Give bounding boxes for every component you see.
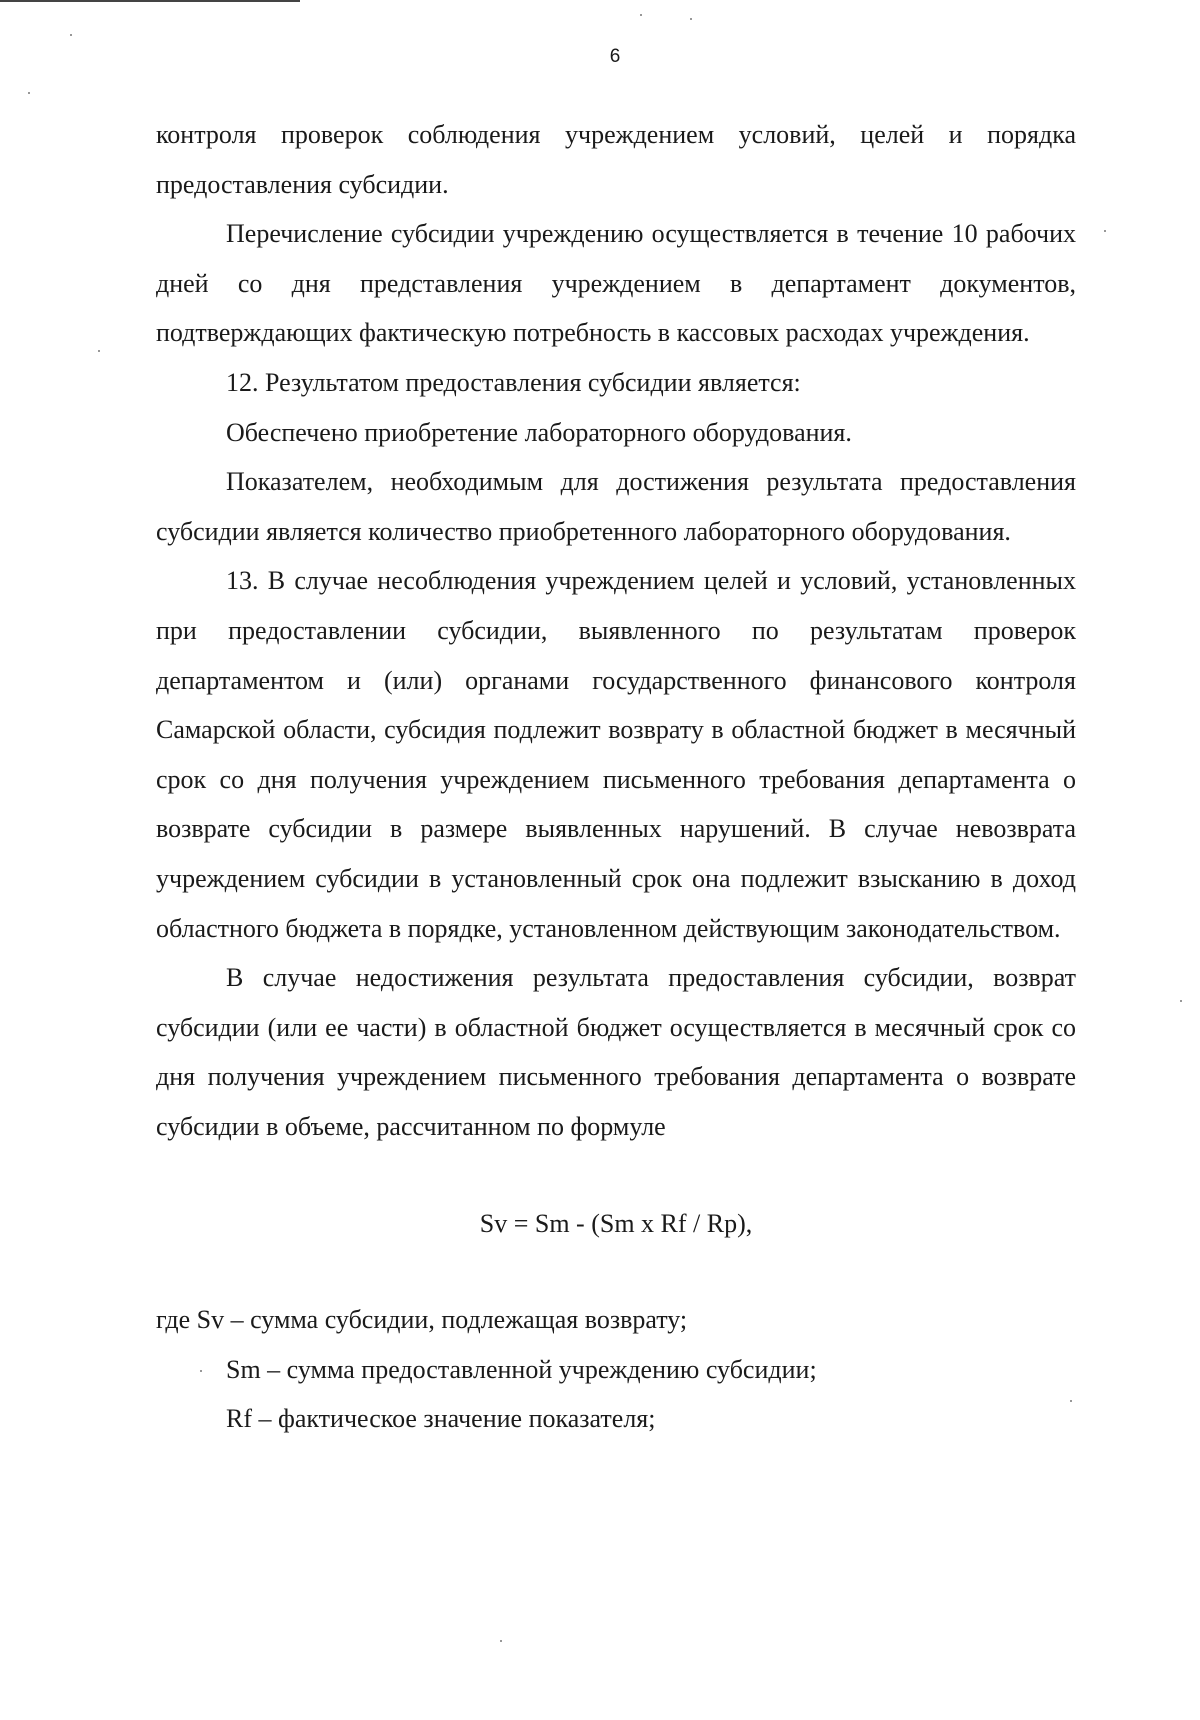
scan-speck: [98, 350, 100, 352]
definition-sv: где Sv – сумма субсидии, подлежащая возврату;: [156, 1305, 688, 1335]
paragraph-12-indicator: Показателем, необходимым для достижения результата предоставления субсидии является количество приобретенного лабораторного оборудования.: [156, 467, 1076, 546]
scan-speck: [500, 1640, 502, 1642]
top-edge-rule: [0, 0, 300, 2]
scan-speck: [1104, 230, 1106, 232]
paragraph-12-heading: 12. Результатом предоставления субсидии является:: [226, 367, 801, 397]
scan-speck: [28, 92, 30, 94]
paragraph-refund-formula-intro: В случае недостижения результата предоставления субсидии, возврат субсидии (или ее части) в областной бюджет осуществляется в месячный срок со дня получения учреждением письменного требования департамента о возврате субсидии в объеме, рассчитанном по формуле: [156, 963, 1076, 1141]
scan-speck: [1070, 1400, 1072, 1402]
scan-speck: [70, 34, 72, 36]
paragraph-12-result: Обеспечено приобретение лабораторного оборудования.: [226, 417, 852, 447]
paragraph-continuation: контроля проверок соблюдения учреждением условий, целей и порядка предоставления субсидии.: [156, 120, 1076, 199]
scan-speck: [1180, 1000, 1182, 1002]
paragraph-13: 13. В случае несоблюдения учреждением целей и условий, установленных при предоставлении субсидии, выявленного по результатам проверок департаментом и (или) органами государственного финансового контроля Самарской области, субсидия подлежит возврату в областной бюджет в месячный срок со дня получения учреждением письменного требования департамента о возврате субсидии в размере выявленных нарушений. В случае невозврата учреждением субсидии в установленный срок она подлежит взысканию в доход областного бюджета в порядке, установленном действующим законодательством.: [156, 566, 1076, 943]
scan-speck: [200, 1370, 202, 1372]
paragraph-transfer-terms: Перечисление субсидии учреждению осуществляется в течение 10 рабочих дней со дня представления учреждением в департамент документов, подтверждающих фактическую потребность в кассовых расходах учреждения.: [156, 219, 1076, 348]
definition-rf: Rf – фактическое значение показателя;: [226, 1404, 656, 1434]
scan-speck: [690, 18, 692, 20]
definition-sm: Sm – сумма предоставленной учреждению субсидии;: [226, 1354, 817, 1384]
refund-formula: Sv = Sm - (Sm x Rf / Rp),: [479, 1209, 753, 1239]
page-number: 6: [609, 46, 621, 67]
scan-speck: [640, 14, 642, 16]
document-body: [156, 110, 1076, 1444]
